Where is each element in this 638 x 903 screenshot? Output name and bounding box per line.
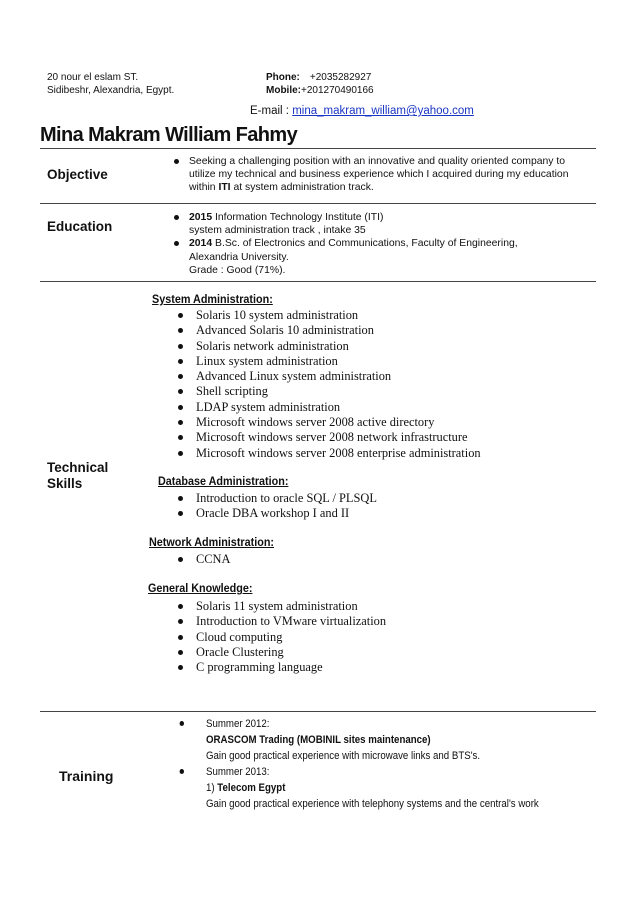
phone-value: +2035282927 <box>309 72 372 83</box>
bullet-icon <box>178 511 183 516</box>
list-item: Microsoft windows server 2008 active directory <box>196 415 481 430</box>
list-item: Microsoft windows server 2008 enterprise administration <box>196 446 481 461</box>
skills-heading-general: General Knowledge: <box>148 581 253 595</box>
education-year: 2015 <box>189 212 213 223</box>
objective-line-3b: at system administration track. <box>230 182 374 194</box>
skills-list-general <box>196 599 386 675</box>
training-item <box>206 764 539 812</box>
training-org-prefix: 1) <box>206 782 218 794</box>
bullet-icon <box>178 496 183 501</box>
education-title: Education <box>47 219 113 234</box>
education-item <box>189 237 589 277</box>
mobile-value: +201270490166 <box>301 85 374 96</box>
divider <box>40 281 596 282</box>
objective-line-1: Seeking a challenging position with an innovative and quality oriented company to <box>189 156 566 167</box>
bullet-icon <box>180 721 184 726</box>
list-item: C programming language <box>196 660 386 675</box>
address-line-2: Sidibeshr, Alexandria, Egypt. <box>47 85 175 96</box>
list-item: Solaris 10 system administration <box>196 308 481 323</box>
address-line-1: 20 nour el eslam ST. <box>47 72 139 83</box>
candidate-name: Mina Makram William Fahmy <box>40 124 298 146</box>
list-item: Shell scripting <box>196 384 481 399</box>
skills-heading-network: Network Administration: <box>149 535 275 549</box>
bullet-icon <box>178 389 183 394</box>
training-org: ORASCOM Trading (MOBINIL sites maintenance) <box>206 734 431 746</box>
bullet-icon <box>174 215 179 220</box>
list-item: Oracle Clustering <box>196 645 386 660</box>
contact-block <box>266 71 374 97</box>
list-item: Advanced Linux system administration <box>196 369 481 384</box>
education-line: system administration track , intake 35 <box>189 225 366 237</box>
email-label: E-mail : <box>250 105 289 117</box>
address-block <box>47 71 174 97</box>
education-item <box>189 211 589 237</box>
list-item: Microsoft windows server 2008 network infrastructure <box>196 430 481 445</box>
education-year: 2014 <box>189 238 213 250</box>
bullet-icon <box>178 435 183 440</box>
skills-list-network <box>196 552 230 567</box>
objective-title: Objective <box>47 167 108 182</box>
training-item <box>206 716 480 764</box>
mobile-label: Mobile: <box>266 85 301 96</box>
bullet-icon <box>178 619 183 624</box>
education-list <box>189 211 589 277</box>
training-desc: Gain good practical experience with microwave links and BTS's. <box>206 750 481 762</box>
bullet-icon <box>178 635 183 640</box>
list-item: Advanced Solaris 10 administration <box>196 323 481 338</box>
skills-list-database <box>196 491 377 522</box>
list-item: LDAP system administration <box>196 400 481 415</box>
bullet-icon <box>178 359 183 364</box>
education-line: Information Technology Institute (ITI) <box>212 212 384 223</box>
training-title: Training <box>59 768 114 784</box>
list-item: CCNA <box>196 552 230 567</box>
skills-title-line: Technical <box>47 460 109 475</box>
list-item: Introduction to VMware virtualization <box>196 614 386 629</box>
education-line: B.Sc. of Electronics and Communications, Faculty of Engineering, <box>212 238 518 250</box>
bullet-icon <box>178 328 183 333</box>
objective-line-2: utilize my technical and business experience which I acquired during my education <box>189 169 569 181</box>
bullet-icon <box>178 650 183 655</box>
divider <box>40 711 596 712</box>
skills-heading-system: System Administration: <box>152 292 273 306</box>
bullet-icon <box>178 374 183 379</box>
objective-text <box>189 155 589 195</box>
bullet-icon <box>178 557 183 562</box>
list-item: Linux system administration <box>196 354 481 369</box>
list-item: Oracle DBA workshop I and II <box>196 506 377 521</box>
objective-iti: ITI <box>218 182 231 194</box>
training-when: Summer 2013: <box>206 766 270 778</box>
divider <box>40 203 596 204</box>
bullet-icon <box>174 241 179 246</box>
bullet-icon <box>178 344 183 349</box>
training-when: Summer 2012: <box>206 718 270 730</box>
education-line: Grade : Good (71%). <box>189 264 286 276</box>
bullet-icon <box>178 604 183 609</box>
bullet-icon <box>178 451 183 456</box>
skills-heading-database: Database Administration: <box>158 474 289 488</box>
bullet-icon <box>178 313 183 318</box>
list-item: Introduction to oracle SQL / PLSQL <box>196 491 377 506</box>
bullet-icon <box>174 159 179 164</box>
skills-title-line: Skills <box>47 476 83 491</box>
bullet-icon <box>178 420 183 425</box>
list-item: Solaris 11 system administration <box>196 599 386 614</box>
training-org: Telecom Egypt <box>217 782 286 794</box>
divider <box>40 148 596 149</box>
list-item: Cloud computing <box>196 630 386 645</box>
skills-title <box>47 460 108 492</box>
phone-label: Phone: <box>266 72 300 83</box>
bullet-icon <box>180 769 184 774</box>
bullet-icon <box>178 665 183 670</box>
email-link[interactable]: mina_makram_william@yahoo.com <box>292 105 474 117</box>
list-item: Solaris network administration <box>196 339 481 354</box>
objective-line-3a: within <box>189 182 219 194</box>
training-desc: Gain good practical experience with telephony systems and the central's work <box>206 798 539 810</box>
skills-list-system <box>196 308 481 461</box>
email-row <box>250 105 474 117</box>
bullet-icon <box>178 405 183 410</box>
education-line: Alexandria University. <box>189 251 289 263</box>
